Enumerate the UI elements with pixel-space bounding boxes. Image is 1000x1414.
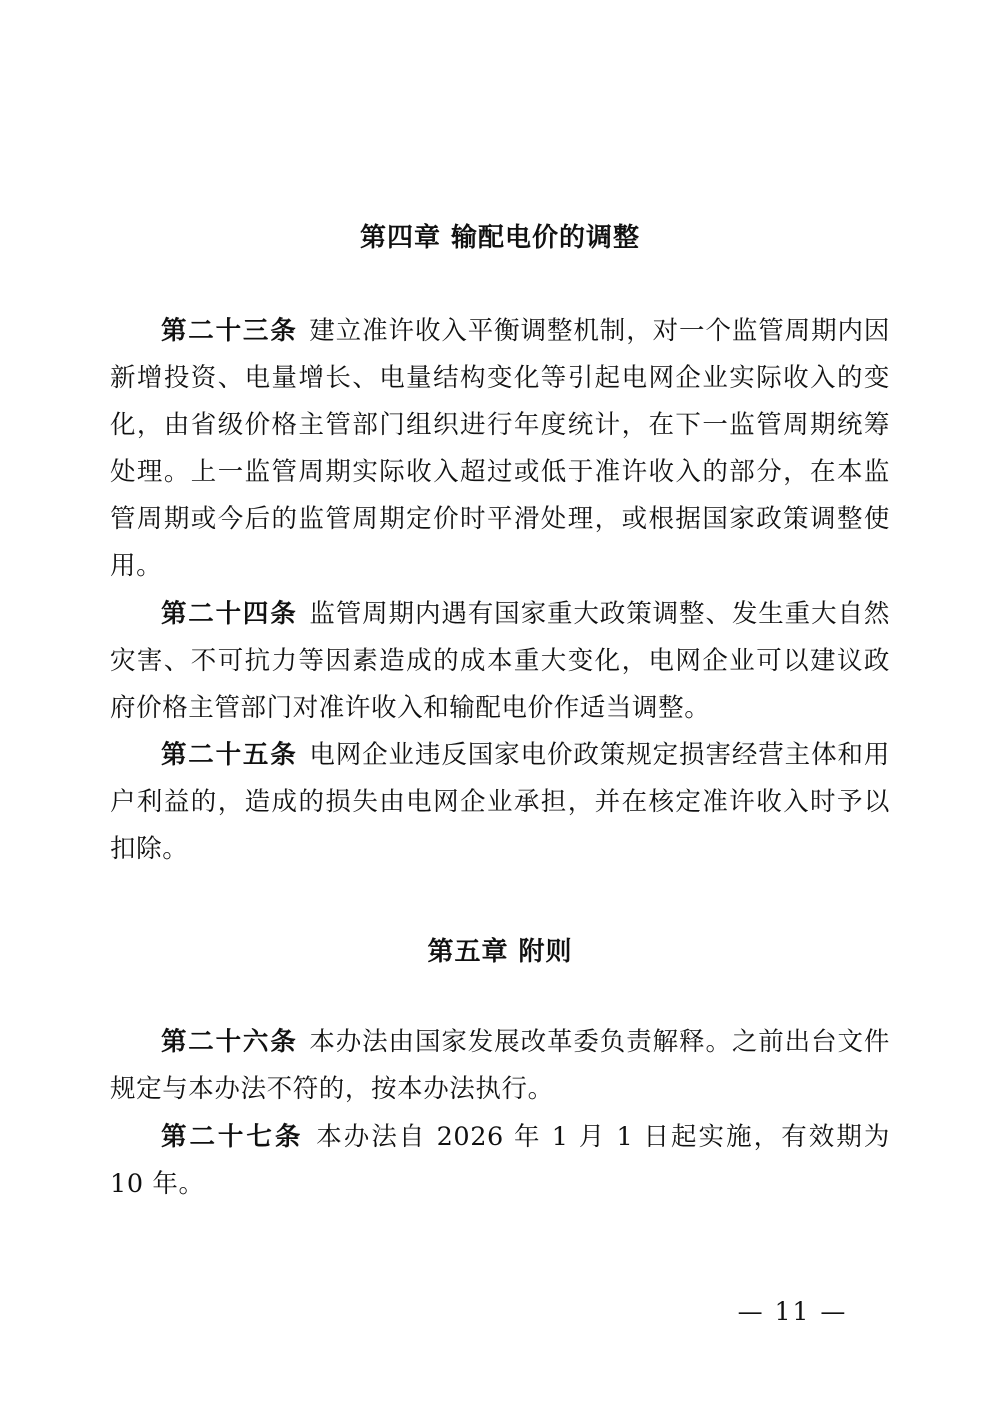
article-26-text: 本办法由国家发展改革委负责解释。之前出台文件规定与本办法不符的，按本办法执行。 bbox=[110, 1027, 890, 1105]
article-23 bbox=[110, 308, 890, 591]
article-25 bbox=[110, 732, 890, 874]
chapter-gap-top bbox=[110, 874, 890, 932]
page-number: — 11 — bbox=[737, 1297, 848, 1326]
article-27-label: 第二十七条 bbox=[161, 1121, 304, 1152]
article-26-label: 第二十六条 bbox=[161, 1027, 298, 1058]
chapter-5-heading: 第五章 附则 bbox=[427, 936, 573, 967]
page-footer bbox=[0, 1297, 1000, 1326]
chapter-4-heading: 第四章 输配电价的调整 bbox=[359, 223, 641, 253]
article-27-text: 本办法自 2026 年 1 月 1 日起实施，有效期为 10 年。 bbox=[110, 1121, 890, 1199]
article-24-text: 监管周期内遇有国家重大政策调整、发生重大自然灾害、不可抗力等因素造成的成本重大变化，电网企业可以建议政府价格主管部门对准许收入和输配电价作适当调整。 bbox=[110, 598, 890, 723]
article-26 bbox=[110, 1019, 890, 1113]
article-25-text: 电网企业违反国家电价政策规定损害经营主体和用户利益的，造成的损失由电网企业承担，并在核定准许收入时予以扣除。 bbox=[110, 740, 890, 865]
article-23-text: 建立准许收入平衡调整机制，对一个监管周期内因新增投资、电量增长、电量结构变化等引起电网企业实际收入的变化，由省级价格主管部门组织进行年度统计，在下一监管周期统筹处理。上一监管周期实际收入超过或低于准许收入的部分，在本监管周期或今后的监管周期定价时平滑处理，或根据国家政策调整使用。 bbox=[110, 315, 890, 582]
article-24 bbox=[110, 591, 890, 733]
article-24-label: 第二十四条 bbox=[161, 598, 298, 629]
article-27 bbox=[110, 1114, 890, 1208]
heading-spacer bbox=[110, 260, 890, 308]
article-25-label: 第二十五条 bbox=[161, 740, 298, 771]
article-23-label: 第二十三条 bbox=[161, 315, 298, 346]
chapter-gap-bottom bbox=[110, 973, 890, 1019]
